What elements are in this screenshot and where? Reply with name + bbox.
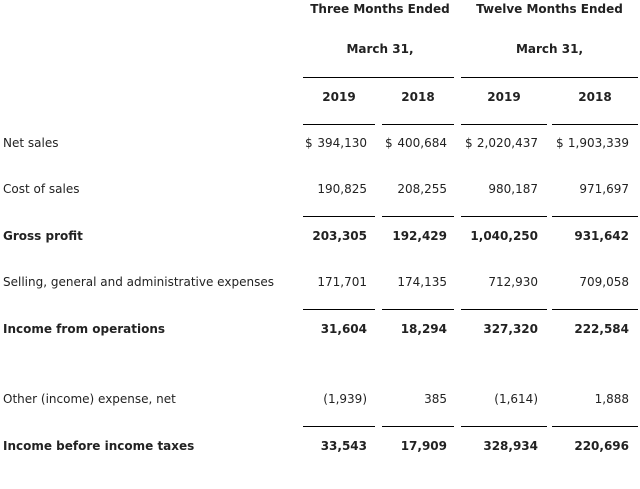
period-rule-twelve-months [461,77,638,78]
year-rule [382,124,454,125]
cell-cost-of-sales-q-2018: 208,255 [397,182,447,196]
subtotal-rule [461,216,547,217]
cell-gross-profit-q-2019: 203,305 [312,229,367,243]
row-label-net-sales: Net sales [3,136,59,150]
currency-symbol: $ [556,136,564,150]
cell-income-before-taxes-q-2018: 17,909 [400,439,447,453]
value: 2,020,437 [476,136,538,150]
cell-net-sales-q-2018 [385,136,447,150]
currency-symbol: $ [465,136,473,150]
row-label-sga-expenses: Selling, general and administrative expenses [3,275,274,289]
subtotal-rule [552,426,638,427]
row-label-income-before-taxes: Income before income taxes [3,439,195,453]
cell-other-q-2019: (1,939) [323,392,367,406]
cell-other-y-2018: 1,888 [594,392,629,406]
year-header: 2019 [487,90,521,104]
cell-sga-y-2018: 709,058 [579,275,629,289]
cell-income-ops-y-2019: 327,320 [483,322,538,336]
subtotal-rule [552,216,638,217]
cell-income-ops-q-2018: 18,294 [400,322,447,336]
subtotal-rule [303,216,375,217]
currency-symbol: $ [385,136,393,150]
subtotal-rule [303,426,375,427]
subtotal-rule [382,309,454,310]
value: 400,684 [397,136,447,150]
row-label-other-income-expense: Other (income) expense, net [3,392,176,406]
subtotal-rule [461,426,547,427]
subtotal-rule [461,309,547,310]
value: 394,130 [317,136,367,150]
period-header-three-months: Three Months Ended [310,2,450,16]
cell-net-sales-y-2019 [465,136,538,150]
subtotal-rule [552,309,638,310]
cell-net-sales-q-2019 [305,136,367,150]
year-rule [303,124,375,125]
cell-sga-q-2019: 171,701 [317,275,367,289]
cell-other-y-2019: (1,614) [494,392,538,406]
cell-income-before-taxes-q-2019: 33,543 [320,439,367,453]
cell-sga-y-2019: 712,930 [488,275,538,289]
period-header-twelve-months: Twelve Months Ended [476,2,623,16]
cell-income-ops-q-2019: 31,604 [320,322,367,336]
date-header-three-months: March 31, [346,42,414,56]
row-label-gross-profit: Gross profit [3,229,83,243]
period-rule-three-months [303,77,454,78]
cell-income-before-taxes-y-2018: 220,696 [574,439,629,453]
year-header: 2019 [322,90,356,104]
year-header: 2018 [578,90,612,104]
cell-income-ops-y-2018: 222,584 [574,322,629,336]
cell-gross-profit-y-2018: 931,642 [574,229,629,243]
year-rule [461,124,547,125]
cell-gross-profit-y-2019: 1,040,250 [470,229,538,243]
cell-cost-of-sales-y-2019: 980,187 [488,182,538,196]
value: 1,903,339 [567,136,629,150]
cell-sga-q-2018: 174,135 [397,275,447,289]
cell-cost-of-sales-y-2018: 971,697 [579,182,629,196]
cell-cost-of-sales-q-2019: 190,825 [317,182,367,196]
currency-symbol: $ [305,136,313,150]
date-header-twelve-months: March 31, [515,42,584,56]
cell-income-before-taxes-y-2019: 328,934 [483,439,538,453]
subtotal-rule [382,426,454,427]
cell-gross-profit-q-2018: 192,429 [392,229,447,243]
cell-net-sales-y-2018 [556,136,629,150]
truncated-next-row [0,480,640,489]
row-label-cost-of-sales: Cost of sales [3,182,80,196]
subtotal-rule [382,216,454,217]
year-rule [552,124,638,125]
subtotal-rule [303,309,375,310]
cell-other-q-2018: 385 [424,392,447,406]
row-label-income-from-operations: Income from operations [3,322,166,336]
year-header: 2018 [401,90,435,104]
